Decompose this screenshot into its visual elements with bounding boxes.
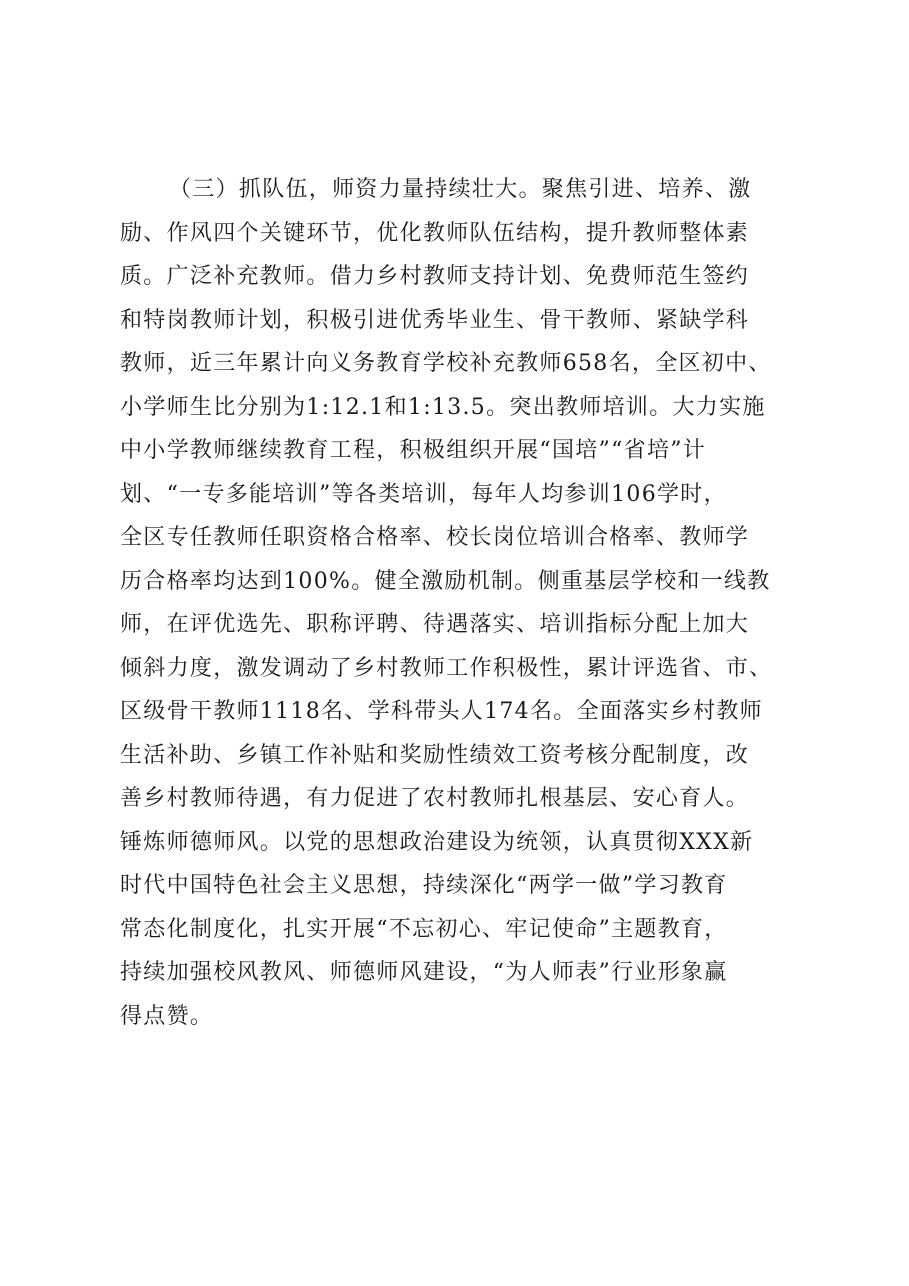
text-line: 教师，近三年累计向义务教育学校补充教师658名，全区初中、 [120,351,772,376]
text-line: 持续加强校风教风、师德师风建设，“为人师表”行业形象赢 [120,960,728,985]
body-paragraph [120,168,820,1038]
text-line: 常态化制度化，扎实开展“不忘初心、牢记使命”主题教育， [120,916,728,942]
text-line: 得点赞。 [120,1003,214,1029]
text-line: 生活补助、乡镇工作补贴和奖励性绩效工资考核分配制度，改 [120,742,750,768]
text-line: 励、作风四个关键环节，优化教师队伍结构，提升教师整体素 [120,220,750,246]
text-line: 倾斜力度，激发调动了乡村教师工作积极性，累计评选省、市、 [120,655,773,681]
text-line: 全区专任教师任职资格合格率、校长岗位培训合格率、教师学 [120,525,750,550]
text-line: 划、“一专多能培训”等各类培训，每年人均参训106学时， [120,481,727,507]
text-line: 区级骨干教师1118名、学科带头人174名。全面落实乡村教师 [120,699,763,724]
text-line: 质。广泛补充教师。借力乡村教师支持计划、免费师范生签约 [120,264,750,289]
text-line: 中小学教师继续教育工程，积极组织开展“国培”“省培”计 [120,438,707,463]
text-line: 历合格率均达到100%。健全激励机制。侧重基层学校和一线教 [120,568,771,594]
text-line: 锤炼师德师风。以党的思想政治建设为统领，认真贯彻XXX新 [120,829,754,855]
text-line: 和特岗教师计划，积极引进优秀毕业生、骨干教师、紧缺学科 [120,307,750,333]
text-line: 师，在评优选先、职称评聘、待遇落实、培训指标分配上加大 [120,612,750,637]
text-line: 善乡村教师待遇，有力促进了农村教师扎根基层、安心育人。 [120,786,750,811]
text-line: （三）抓队伍，师资力量持续壮大。聚焦引进、培养、激 [169,177,752,202]
text-line: 时代中国特色社会主义思想，持续深化“两学一做”学习教育 [120,873,728,898]
text-line: 小学师生比分别为1:12.1和1:13.5。突出教师培训。大力实施 [120,394,766,420]
